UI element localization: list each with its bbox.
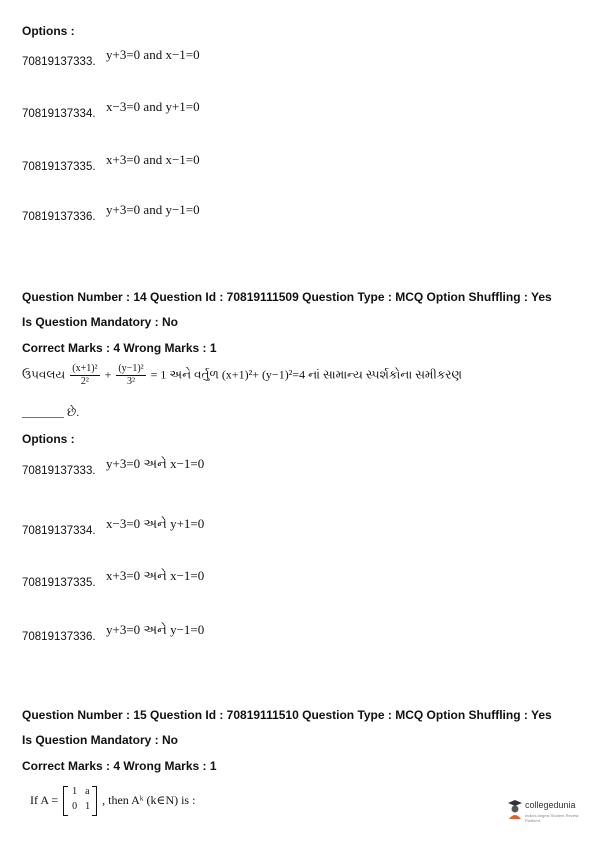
option-row xyxy=(22,151,200,173)
option-row xyxy=(22,201,200,223)
option-id: 70819137335. xyxy=(22,161,96,173)
option-text: y+3=0 and x−1=0 xyxy=(106,47,200,62)
option-text: x+3=0 અને x−1=0 xyxy=(106,568,205,583)
option-id: 70819137334. xyxy=(22,525,96,537)
question-mandatory: Is Question Mandatory : No xyxy=(22,733,179,747)
logo-wordmark: collegedunia xyxy=(525,800,576,810)
option-id: 70819137335. xyxy=(22,577,96,589)
matrix-cell: 1 xyxy=(72,786,78,797)
plus-sign: + xyxy=(104,367,112,382)
question-stem-line2: _______ છે. xyxy=(22,405,80,419)
stem-prefix: If A = xyxy=(30,792,59,807)
question-marks: Correct Marks : 4 Wrong Marks : 1 xyxy=(22,759,217,773)
option-text: x−3=0 અને y+1=0 xyxy=(106,516,205,531)
matrix-left-bracket xyxy=(63,786,68,816)
option-text: y+3=0 and y−1=0 xyxy=(106,202,200,217)
option-text: x−3=0 and y+1=0 xyxy=(106,99,200,114)
stem-prefix: ઉપવલય xyxy=(22,367,66,382)
fraction-denominator: 3² xyxy=(127,376,135,387)
question-mandatory: Is Question Mandatory : No xyxy=(22,315,179,329)
option-row xyxy=(22,98,200,120)
fraction-numerator: (x+1)² xyxy=(72,363,98,374)
question-header: Question Number : 14 Question Id : 70819111509 Question Type : MCQ Option Shuffling : Yes xyxy=(22,290,552,304)
stem-suffix: , then Aᵏ (k∈N) is : xyxy=(102,792,196,807)
graduate-icon xyxy=(507,798,523,820)
question-stem xyxy=(30,786,195,816)
collegedunia-logo xyxy=(507,798,587,826)
question-stem xyxy=(22,363,462,388)
option-text: x+3=0 and x−1=0 xyxy=(106,152,200,167)
option-text: y+3=0 અને x−1=0 xyxy=(106,456,205,471)
logo-tagline: India's largest Student Review Platform xyxy=(525,813,579,823)
matrix-cell: 0 xyxy=(72,801,78,812)
options-heading: Options : xyxy=(22,432,75,446)
matrix-right-bracket xyxy=(92,786,97,816)
option-id: 70819137336. xyxy=(22,631,96,643)
matrix-cell: 1 xyxy=(85,801,91,812)
option-id: 70819137334. xyxy=(22,108,96,120)
fraction-denominator: 2² xyxy=(80,376,89,387)
options-heading: Options : xyxy=(22,24,75,38)
stem-suffix: = 1 અને વર્તુળ (x+1)²+ (y−1)²=4 નાં સામાન્ય સ્પર્શકોના સમીકરણ xyxy=(150,367,462,382)
option-row xyxy=(22,46,200,68)
question-header: Question Number : 15 Question Id : 70819111510 Question Type : MCQ Option Shuffling : Yes xyxy=(22,708,552,722)
option-row xyxy=(22,567,205,589)
option-id: 70819137336. xyxy=(22,211,96,223)
option-id: 70819137333. xyxy=(22,465,96,477)
option-text: y+3=0 અને y−1=0 xyxy=(106,622,205,637)
option-id: 70819137333. xyxy=(22,56,96,68)
matrix-cell: a xyxy=(85,786,90,797)
matrix xyxy=(63,786,97,816)
question-marks: Correct Marks : 4 Wrong Marks : 1 xyxy=(22,341,217,355)
fraction xyxy=(70,363,99,388)
fraction-numerator: (y−1)² xyxy=(118,363,144,374)
option-row xyxy=(22,455,205,477)
option-row xyxy=(22,621,205,643)
fraction xyxy=(116,363,145,388)
option-row xyxy=(22,515,205,537)
